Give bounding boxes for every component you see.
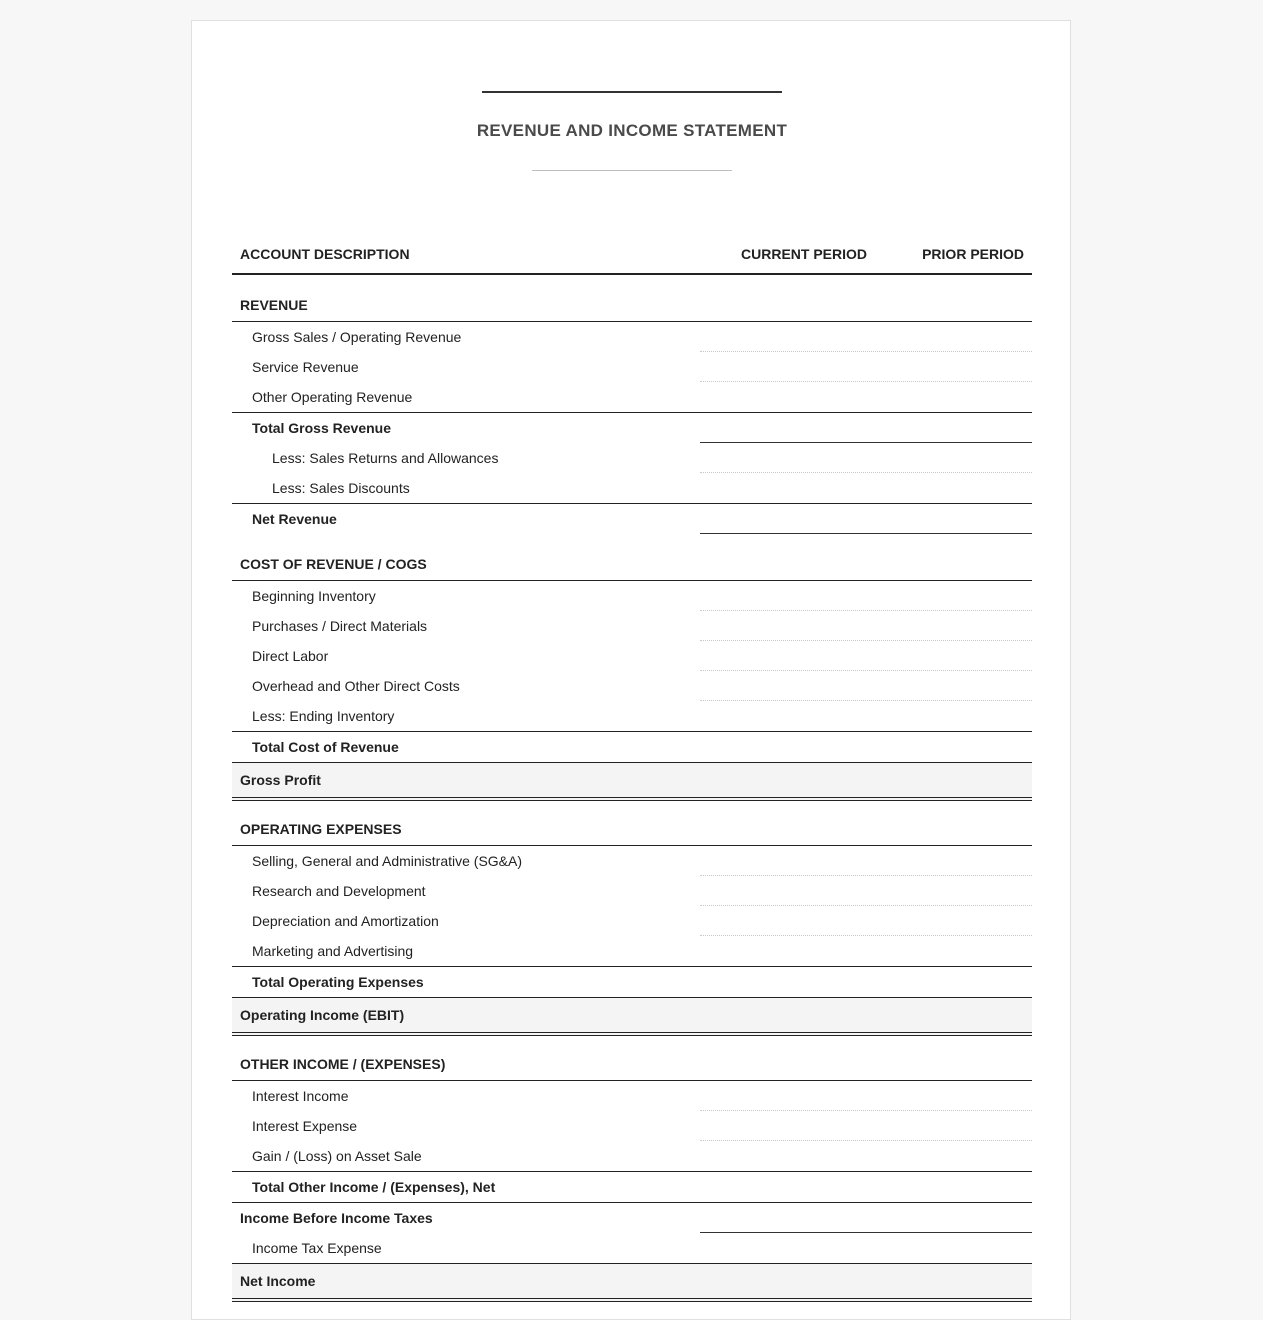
total-row-income-before-taxes	[232, 1202, 1032, 1233]
line-item-overhead	[232, 671, 1032, 701]
line-item-income-tax	[232, 1233, 1032, 1263]
total-label: Total Operating Expenses	[252, 974, 424, 990]
line-item-service-revenue	[232, 352, 1032, 382]
result-row-gross-profit	[232, 762, 1032, 801]
line-item-depreciation	[232, 906, 1032, 936]
column-header-prior-period: PRIOR PERIOD	[922, 246, 1024, 262]
column-header-row	[232, 239, 1032, 275]
line-item-sga	[232, 846, 1032, 876]
line-item-label: Research and Development	[252, 883, 426, 899]
line-item-label: Selling, General and Administrative (SG&A)	[252, 853, 523, 869]
result-row-operating-income	[232, 997, 1032, 1036]
line-item-label: Other Operating Revenue	[252, 389, 413, 405]
result-row-net-income	[232, 1263, 1032, 1302]
spacer	[232, 1036, 1032, 1048]
statement-table	[232, 239, 1032, 1302]
statement-page	[191, 20, 1071, 1320]
total-label: Total Gross Revenue	[252, 420, 392, 436]
section-label: COST OF REVENUE / COGS	[240, 556, 427, 572]
line-item-direct-labor	[232, 641, 1032, 671]
result-label: Gross Profit	[240, 772, 321, 788]
line-item-label: Direct Labor	[252, 648, 329, 664]
total-row-operating-expenses	[232, 966, 1032, 997]
section-heading-revenue	[232, 289, 1032, 322]
column-header-current-period: CURRENT PERIOD	[741, 246, 868, 262]
total-row-cost-of-revenue	[232, 731, 1032, 762]
line-item-label: Beginning Inventory	[252, 588, 376, 604]
header-rule	[482, 91, 782, 93]
line-item-label: Service Revenue	[252, 359, 359, 375]
spacer	[232, 801, 1032, 813]
section-heading-cogs	[232, 548, 1032, 581]
line-item-asset-sale-gain	[232, 1141, 1032, 1171]
line-item-marketing	[232, 936, 1032, 966]
line-item-label: Marketing and Advertising	[252, 943, 414, 959]
line-item-other-operating-revenue	[232, 382, 1032, 412]
line-item-purchases	[232, 611, 1032, 641]
result-label: Operating Income (EBIT)	[240, 1007, 405, 1023]
section-heading-operating-expenses	[232, 813, 1032, 846]
total-row-gross-revenue	[232, 412, 1032, 443]
line-item-interest-expense	[232, 1111, 1032, 1141]
total-label: Total Cost of Revenue	[252, 739, 399, 755]
line-item-label: Gross Sales / Operating Revenue	[252, 329, 462, 345]
line-item-label: Interest Expense	[252, 1118, 358, 1134]
line-item-label: Less: Sales Discounts	[272, 480, 410, 496]
line-item-label: Less: Sales Returns and Allowances	[272, 450, 499, 466]
line-item-label: Gain / (Loss) on Asset Sale	[252, 1148, 422, 1164]
line-item-interest-income	[232, 1081, 1032, 1111]
line-item-ending-inventory	[232, 701, 1032, 731]
line-item-sales-discounts	[232, 473, 1032, 503]
line-item-label: Depreciation and Amortization	[252, 913, 439, 929]
total-label: Income Before Income Taxes	[240, 1210, 433, 1226]
line-item-gross-sales	[232, 322, 1032, 352]
total-row-other-income	[232, 1171, 1032, 1202]
total-label: Total Other Income / (Expenses), Net	[252, 1179, 496, 1195]
subtitle-rule	[532, 170, 732, 171]
document-title: REVENUE AND INCOME STATEMENT	[476, 121, 788, 140]
total-row-net-revenue	[232, 503, 1032, 534]
line-item-label: Interest Income	[252, 1088, 349, 1104]
section-heading-other-income	[232, 1048, 1032, 1081]
spacer	[232, 534, 1032, 548]
section-label: OPERATING EXPENSES	[240, 821, 402, 837]
line-item-beginning-inventory	[232, 581, 1032, 611]
section-label: REVENUE	[240, 297, 308, 313]
section-label: OTHER INCOME / (EXPENSES)	[240, 1056, 446, 1072]
spacer	[232, 275, 1032, 289]
line-item-label: Income Tax Expense	[252, 1240, 382, 1256]
total-label: Net Revenue	[252, 511, 337, 527]
line-item-label: Overhead and Other Direct Costs	[252, 678, 460, 694]
line-item-label: Less: Ending Inventory	[252, 708, 395, 724]
line-item-label: Purchases / Direct Materials	[252, 618, 428, 634]
line-item-research-development	[232, 876, 1032, 906]
result-label: Net Income	[240, 1273, 316, 1289]
line-item-sales-returns	[232, 443, 1032, 473]
column-header-description: ACCOUNT DESCRIPTION	[240, 246, 410, 262]
